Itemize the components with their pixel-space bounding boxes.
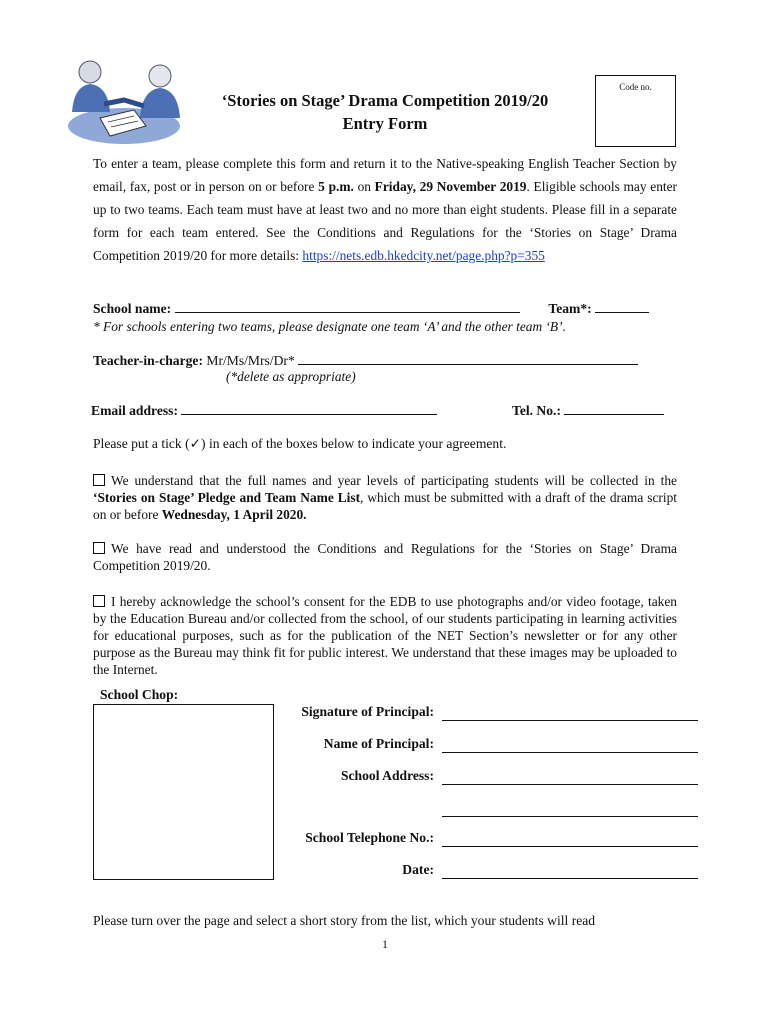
email-field[interactable] [181, 402, 437, 415]
principal-name-field[interactable] [442, 752, 698, 753]
agreement-instruction: Please put a tick (✓) in each of the boxes below to indicate your agreement. [93, 436, 507, 451]
principal-signature-field[interactable] [442, 720, 698, 721]
team-label: Team*: [548, 301, 592, 316]
form-title [180, 89, 590, 135]
code-number-label: Code no. [619, 82, 652, 92]
deadline-date: Friday, 29 November 2019 [374, 179, 527, 194]
school-address-field[interactable] [442, 784, 698, 785]
agreement-checkbox-2[interactable] [93, 542, 105, 554]
teacher-name-field[interactable] [298, 352, 638, 365]
tel-row [512, 402, 664, 420]
agreement-checkbox-3[interactable] [93, 595, 105, 607]
footer-text: Please turn over the page and select a short story from the list, which your students will read [93, 913, 596, 928]
teacher-row [93, 352, 693, 370]
title-line-1: ‘Stories on Stage’ Drama Competition 2019/20 [221, 91, 549, 110]
school-address-field-2[interactable] [442, 816, 698, 817]
agreement-item-3: I hereby acknowledge the school’s consent for the EDB to use photographs and/or video footage, taken by the Education Bureau and/or collected from the school, of our students participating in learning activities for educational purposes, such as for the publication of the NET Section’s newsletter or for any other purpose as the Bureau may think fit for public interest. We understand that these images may be uploaded to the Internet. [93, 594, 677, 677]
agreement-checkbox-1[interactable] [93, 474, 105, 486]
team-field[interactable] [595, 300, 649, 313]
date-field[interactable] [442, 878, 698, 879]
agreement-item-2: We have read and understood the Conditions and Regulations for the ‘Stories on Stage’ Drama Competition 2019/20. [93, 541, 677, 573]
details-link[interactable]: https://nets.edb.hkedcity.net/page.php?p=355 [302, 248, 545, 263]
school-name-label: School name: [93, 301, 172, 316]
title-line-2: Entry Form [342, 114, 428, 133]
agreement-item-1: We understand that the full names and year levels of participating students will be collected in the ‘Stories on Stage’ Pledge and Team Name List, which must be submitted with a draft of the drama script on or before Wednesday, 1 April 2020. [93, 473, 677, 522]
teacher-titles: Mr/Ms/Mrs/Dr* [206, 353, 295, 368]
teacher-label: Teacher-in-charge: [93, 353, 203, 368]
school-name-row [93, 300, 693, 318]
school-address-label: School Address: [340, 768, 434, 783]
school-telephone-field[interactable] [442, 846, 698, 847]
principal-name-label: Name of Principal: [323, 736, 434, 751]
school-telephone-label: School Telephone No.: [305, 830, 434, 845]
intro-paragraph: To enter a team, please complete this form and return it to the Native-speaking English Teacher Section by email, fax, post or in person on or before 5 p.m. on Friday, 29 November 2019. Eligible schools may enter up to two teams. Each team must have at least two and no more than eight students. Please fill in a separate form for each team entered. See the Conditions and Regulations for the ‘Stories on Stage’ Drama Competition 2019/20 for more details: https://nets.edb.hkedcity.net/page.php?p=355 [93, 156, 678, 263]
school-chop-label: School Chop: [100, 687, 179, 702]
team-note: * For schools entering two teams, please designate one team ‘A’ and the other team ‘B’. [93, 319, 566, 334]
delete-note: (*delete as appropriate) [226, 369, 356, 384]
email-label: Email address: [91, 403, 178, 418]
code-number-box [595, 75, 676, 147]
deadline-time: 5 p.m. [318, 179, 354, 194]
tel-label: Tel. No.: [512, 403, 561, 418]
school-name-field[interactable] [175, 300, 520, 313]
handshake-clipart-icon [64, 56, 184, 148]
principal-signature-label: Signature of Principal: [301, 704, 434, 719]
date-label: Date: [402, 862, 434, 877]
school-chop-box[interactable] [93, 704, 274, 880]
page-number: 1 [382, 937, 388, 951]
tel-field[interactable] [564, 402, 664, 415]
